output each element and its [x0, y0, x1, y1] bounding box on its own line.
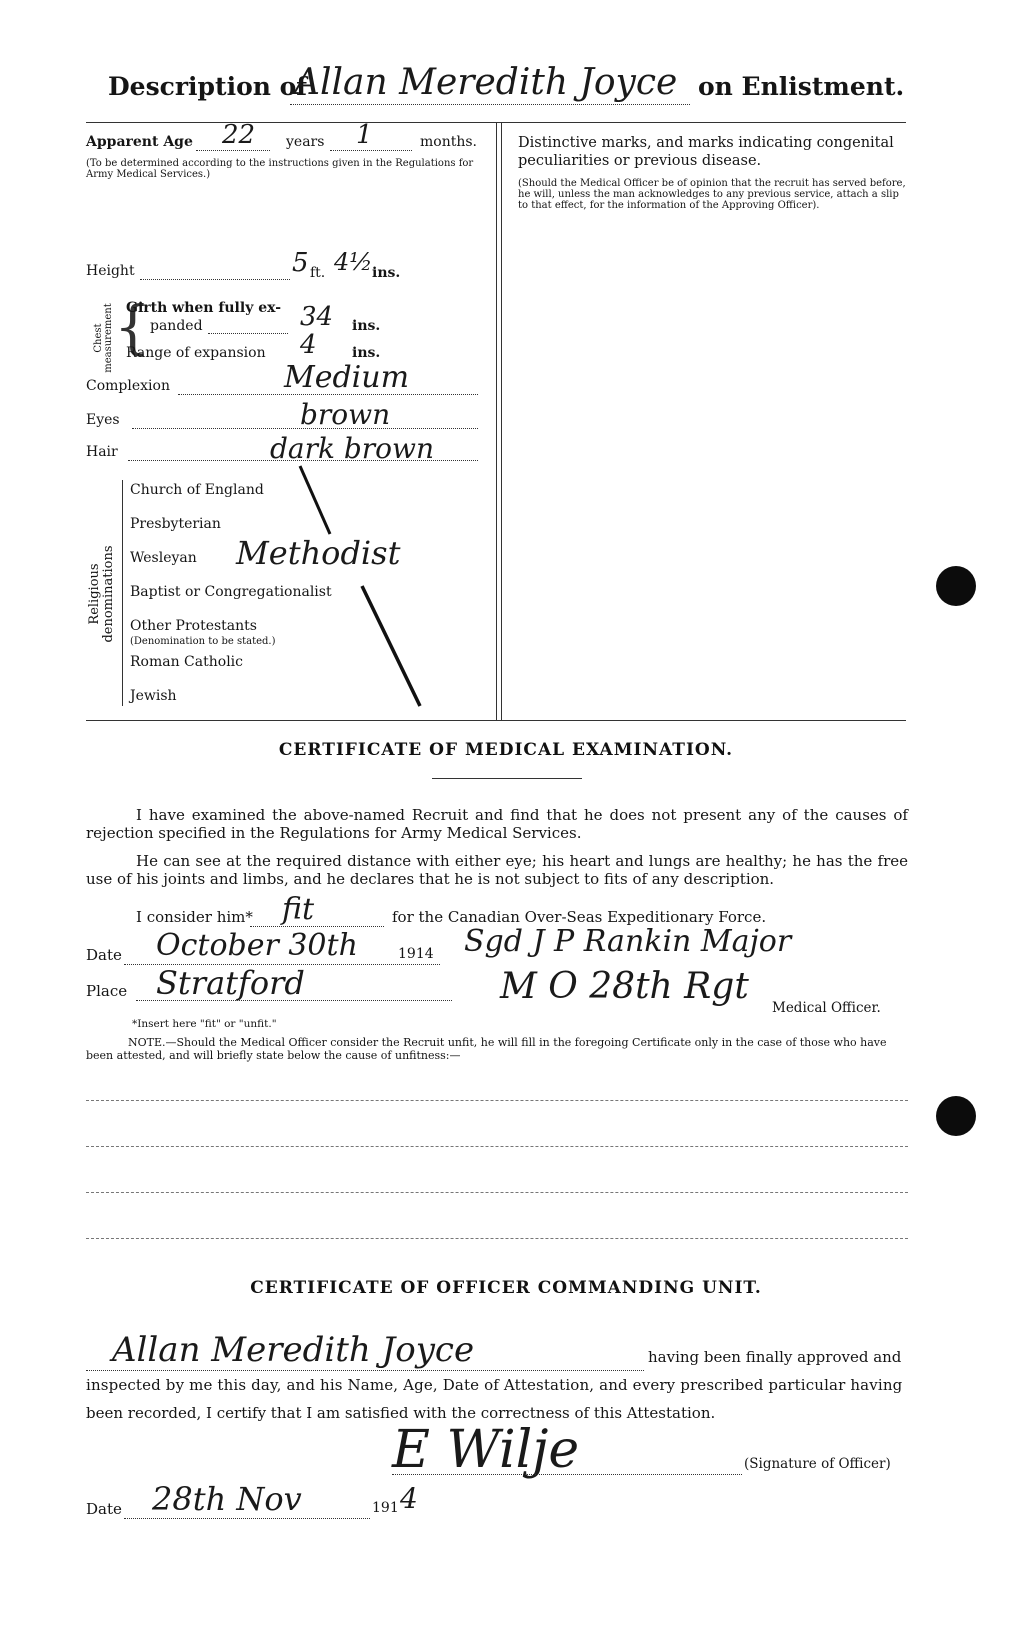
- unfitness-line-3: [86, 1192, 908, 1193]
- complexion-label: Complexion: [86, 378, 170, 394]
- medical-date-year: 1914: [398, 946, 434, 962]
- girth-leader: [208, 333, 288, 334]
- age-months-line: [330, 150, 412, 151]
- name-dotted-line: [290, 104, 690, 105]
- chest-brace: {: [114, 293, 151, 361]
- place-handwritten: Stratford: [156, 964, 305, 1002]
- religion-bracket: [122, 480, 123, 706]
- fit-line: [250, 926, 384, 927]
- officer-signature-line: [392, 1474, 742, 1475]
- commanding-date-handwritten: 28th Nov: [152, 1480, 302, 1518]
- ft-label: ft.: [310, 265, 326, 281]
- commanding-text-1: having been finally approved and: [648, 1348, 902, 1366]
- medical-officer-signature-2: M O 28th Rgt: [500, 966, 749, 1007]
- religion-denomination-note: (Denomination to be stated.): [130, 636, 276, 647]
- commanding-text-2: inspected by me this day, and his Name, Age, Date of Attestation, and every prescribed particular having: [86, 1376, 903, 1394]
- place-label: Place: [86, 982, 128, 1000]
- commanding-year-printed: 191: [372, 1500, 399, 1516]
- age-years-handwritten: 22: [222, 120, 256, 150]
- title-suffix: on Enlistment.: [698, 72, 905, 101]
- range-handwritten: 4: [300, 330, 317, 360]
- ins-label-girth: ins.: [352, 318, 381, 334]
- consider-prefix: I consider him*: [136, 908, 253, 926]
- marks-note: (Should the Medical Officer be of opinion that the recruit has served before, he will, unless the man acknowledges to any previous service, attach a slip to that effect, for the information of the Approving Officer).: [518, 178, 906, 211]
- commanding-name-handwritten: Allan Meredith Joyce: [112, 1330, 475, 1370]
- marks-heading: Distinctive marks, and marks indicating congenital peculiarities or previous disease.: [518, 135, 894, 169]
- unfitness-line-1: [86, 1100, 908, 1101]
- religion-baptist: Baptist or Congregationalist: [130, 584, 332, 600]
- insert-note: *Insert here "fit" or "unfit.": [132, 1018, 277, 1030]
- unfitness-line-4: [86, 1238, 908, 1239]
- punch-hole-bottom: [936, 1096, 976, 1136]
- commanding-certificate-title: CERTIFICATE OF OFFICER COMMANDING UNIT.: [250, 1278, 762, 1298]
- section-rule: [86, 720, 906, 721]
- consider-suffix: for the Canadian Over-Seas Expeditionary Force.: [392, 908, 767, 926]
- title-prefix: Description of: [108, 72, 308, 101]
- medical-paragraph-2: He can see at the required distance with either eye; his heart and lungs are healthy; he has the free use of his joints and limbs, and he declares that he is not subject to fits of any description.: [86, 852, 908, 888]
- height-label: Height: [86, 263, 135, 279]
- eyes-handwritten: brown: [300, 398, 391, 431]
- height-in-handwritten: 4½: [334, 248, 373, 276]
- height-ft-handwritten: 5: [292, 248, 309, 278]
- commanding-text-3: been recorded, I certify that I am satisfied with the correctness of this Attestation.: [86, 1404, 716, 1422]
- religion-roman-catholic: Roman Catholic: [130, 654, 243, 670]
- complexion-handwritten: Medium: [284, 360, 410, 395]
- punch-hole-top: [936, 566, 976, 606]
- officer-signature-handwritten: E Wilje: [392, 1420, 580, 1480]
- age-label: Apparent Age: [86, 134, 193, 150]
- medical-officer-signature-1: Sgd J P Rankin Major: [464, 924, 792, 959]
- ins-label-range: ins.: [352, 345, 381, 361]
- girth-label-2: panded: [150, 318, 203, 334]
- medical-officer-label: Medical Officer.: [772, 1000, 881, 1016]
- range-label: Range of expansion: [126, 345, 266, 361]
- religion-presbyterian: Presbyterian: [130, 516, 221, 532]
- fit-handwritten: fit: [282, 892, 315, 927]
- religion-side-label: Religious denominations: [87, 545, 116, 643]
- hair-handwritten: dark brown: [270, 432, 435, 465]
- age-note: (To be determined according to the instructions given in the Regulations for Army Medical Services.): [86, 158, 474, 180]
- medical-title-rule: [432, 778, 582, 779]
- commanding-date-line: [124, 1518, 370, 1519]
- medical-note: NOTE.—Should the Medical Officer consider the Recruit unfit, he will fill in the foregoing Certificate only in the case of those who have been attested, and will briefly state below the cause of unfitness:—: [86, 1036, 887, 1062]
- religion-other-protestants: Other Protestants: [130, 618, 257, 634]
- hair-label: Hair: [86, 444, 118, 460]
- height-leader: [140, 279, 290, 280]
- unfitness-line-2: [86, 1146, 908, 1147]
- column-divider: [496, 122, 497, 720]
- religion-handwritten: Methodist: [236, 534, 401, 572]
- commanding-year-handwritten: 4: [400, 1482, 418, 1515]
- religion-wesleyan: Wesleyan: [130, 550, 197, 566]
- ins-label-height: ins.: [372, 265, 401, 281]
- recruit-name-handwritten: Allan Meredith Joyce: [294, 62, 678, 103]
- column-divider-inner: [501, 122, 502, 720]
- girth-label-1: Girth when fully ex-: [126, 300, 282, 316]
- medical-certificate-title: CERTIFICATE OF MEDICAL EXAMINATION.: [278, 740, 734, 760]
- religion-jewish: Jewish: [130, 688, 177, 704]
- medical-paragraph-1: I have examined the above-named Recruit and find that he does not present any of the causes of rejection specified in the Regulations for Army Medical Services.: [86, 806, 908, 842]
- medical-date-label: Date: [86, 946, 122, 964]
- age-months-handwritten: 1: [356, 120, 373, 150]
- girth-handwritten: 34: [300, 302, 334, 332]
- chest-side-label: Chest measurement: [93, 303, 114, 373]
- medical-date-handwritten: October 30th: [156, 928, 358, 963]
- place-line: [136, 1000, 452, 1001]
- commanding-date-label: Date: [86, 1500, 122, 1518]
- officer-signature-label: (Signature of Officer): [744, 1456, 891, 1472]
- religion-church-of-england: Church of England: [130, 482, 264, 498]
- eyes-label: Eyes: [86, 412, 120, 428]
- years-label: years: [286, 134, 325, 150]
- commanding-name-line: [86, 1370, 644, 1371]
- age-years-line: [196, 150, 270, 151]
- religion-strike-lines: [290, 460, 430, 720]
- months-label: months.: [420, 134, 477, 150]
